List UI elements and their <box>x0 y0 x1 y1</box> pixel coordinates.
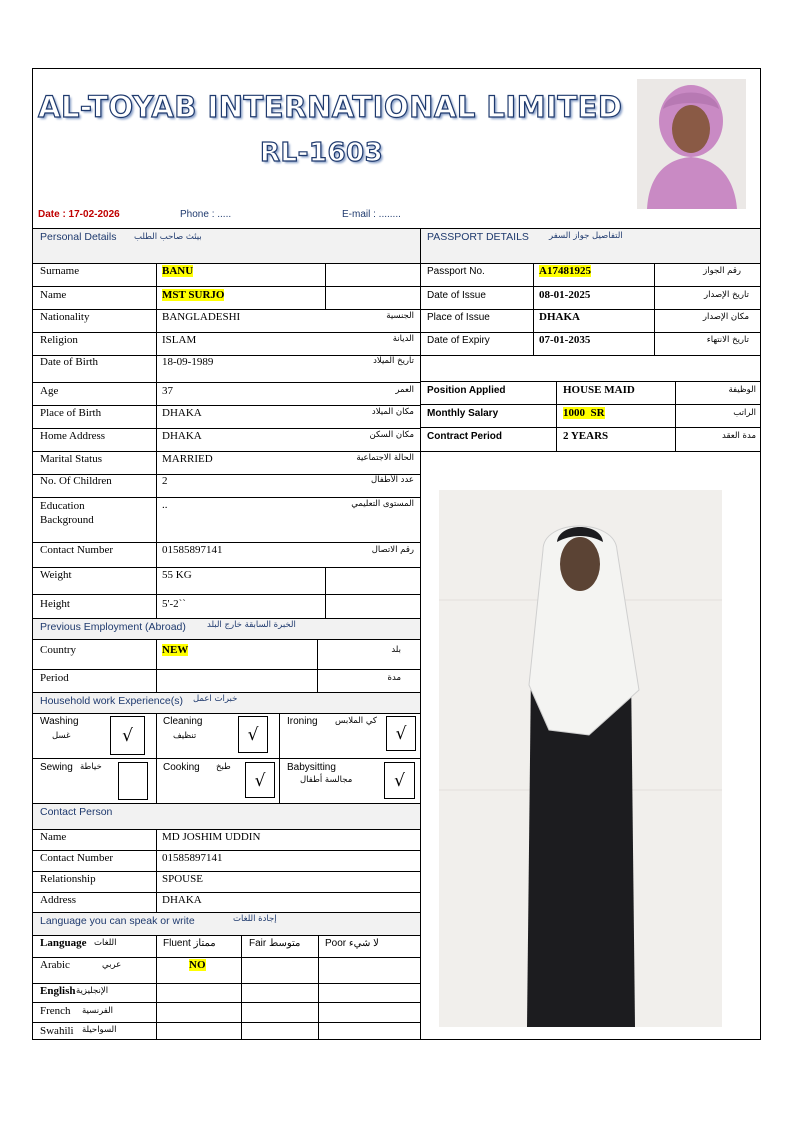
row-marital-value: MARRIED <box>162 453 213 465</box>
skill-sewing-label: Sewing <box>40 762 73 773</box>
passport-details-heading-ar: التفاصيل جواز السفر <box>549 231 623 241</box>
relationship-label: Relationship <box>40 873 96 885</box>
skill-sewing-checkbox[interactable] <box>118 762 148 800</box>
skill-cleaning-checkbox[interactable]: √ <box>238 716 268 753</box>
fluent-col-header: Fluent ممتاز <box>163 938 216 949</box>
row-address-value: DHAKA <box>162 430 202 442</box>
company-name: AL-TOYAB INTERNATIONAL LIMITED <box>38 90 623 124</box>
language-arabic-label: Arabic <box>40 959 70 971</box>
skill-washing-ar: غسل <box>52 731 71 741</box>
monthly-salary-label: Monthly Salary <box>427 408 499 419</box>
employment-country-value: NEW <box>162 644 189 656</box>
row-children-label: No. Of Children <box>40 475 112 487</box>
skill-babysitting-ar: مجالسة أطفال <box>300 775 353 785</box>
previous-employment-heading-ar: الخبرة السابقة خارج البلد <box>207 620 296 630</box>
row-height-label: Height <box>40 598 70 610</box>
language-arabic-ar: عربي <box>102 960 122 970</box>
passport-no-label: Passport No. <box>427 266 485 277</box>
contact-name-label: Name <box>40 831 67 843</box>
monthly-salary-value: 1000 SR <box>563 407 605 419</box>
passport-details-heading: PASSPORT DETAILS <box>427 231 529 243</box>
row-name-label: Name <box>40 289 67 301</box>
row-surname-value: BANU <box>162 265 194 277</box>
row-dob-ar: تاريخ الميلاد <box>373 356 414 366</box>
language-col-header-ar: اللغات <box>94 938 117 948</box>
row-dob-label: Date of Birth <box>40 356 99 368</box>
expiry-date-value: 07-01-2035 <box>539 334 591 346</box>
row-height-value: 5'-2`` <box>162 598 186 610</box>
row-contact-value: 01585897141 <box>162 544 223 556</box>
issue-place-value: DHAKA <box>539 311 580 323</box>
row-education-value: .. <box>162 499 168 511</box>
header-email: E-mail : ........ <box>342 209 401 220</box>
skill-cooking-ar: طبخ <box>216 762 231 772</box>
row-address-label: Home Address <box>40 430 106 442</box>
header-date: Date : 17-02-2026 <box>38 209 120 220</box>
row-name-value: MST SURJO <box>162 289 225 301</box>
language-swahili-ar: السواحيلة <box>82 1025 117 1035</box>
skill-washing-checkbox[interactable]: √ <box>110 716 145 755</box>
issue-date-label: Date of Issue <box>427 290 486 301</box>
employment-country-label: Country <box>40 644 77 656</box>
issue-date-value: 08-01-2025 <box>539 289 591 301</box>
household-heading-ar: خبرات اعمل <box>193 694 238 704</box>
language-arabic-fluent: NO <box>189 959 206 971</box>
contract-period-ar: مدة العقد <box>722 431 756 441</box>
row-religion-label: Religion <box>40 334 78 346</box>
row-pob-ar: مكان الميلاد <box>371 407 414 417</box>
row-education-ar: المستوى التعليمي <box>351 499 414 509</box>
row-contact-label: Contact Number <box>40 544 114 556</box>
poor-col-header: Poor لا شيء <box>325 938 379 949</box>
row-contact-ar: رقم الاتصال <box>371 545 414 555</box>
contact-number-value: 01585897141 <box>162 852 223 864</box>
row-age-value: 37 <box>162 385 173 397</box>
row-nationality-label: Nationality <box>40 311 90 323</box>
row-weight-label: Weight <box>40 569 72 581</box>
row-pob-value: DHAKA <box>162 407 202 419</box>
skill-ironing-label: Ironing <box>287 716 318 727</box>
language-heading-ar: إجادة اللغات <box>233 914 277 924</box>
header-phone: Phone : ..... <box>180 209 232 220</box>
skill-cleaning-ar: تنظيف <box>173 731 197 741</box>
passport-no-ar: رقم الجواز <box>703 266 741 276</box>
contract-period-value: 2 YEARS <box>563 430 609 442</box>
row-surname-label: Surname <box>40 265 80 277</box>
contact-person-heading: Contact Person <box>40 806 113 818</box>
skill-babysitting-label: Babysitting <box>287 762 336 773</box>
row-address-ar: مكان السكن <box>369 430 414 440</box>
row-weight-value: 55 KG <box>162 569 192 581</box>
row-age-label: Age <box>40 385 59 397</box>
skill-sewing-ar: خياطة <box>80 762 102 772</box>
previous-employment-heading: Previous Employment (Abroad) <box>40 621 186 633</box>
contact-address-value: DHAKA <box>162 894 202 906</box>
monthly-salary-ar: الراتب <box>733 408 756 418</box>
row-children-value: 2 <box>162 475 168 487</box>
position-applied-ar: الوظيفة <box>728 385 756 395</box>
language-english-label: English <box>40 985 76 997</box>
row-marital-label: Marital Status <box>40 453 103 465</box>
language-swahili-label: Swahili <box>40 1025 74 1037</box>
row-pob-label: Place of Birth <box>40 407 102 419</box>
employment-country-ar: بلد <box>391 645 401 655</box>
passport-no-value: A17481925 <box>539 265 591 277</box>
personal-details-heading-ar: بيئث صاحب الطلب <box>134 232 202 242</box>
employment-period-label: Period <box>40 672 69 684</box>
contact-name-value: MD JOSHIM UDDIN <box>162 831 261 843</box>
row-nationality-ar: الجنسية <box>386 311 414 321</box>
skill-washing-label: Washing <box>40 716 79 727</box>
language-col-header: Language <box>40 937 87 949</box>
contact-address-label: Address <box>40 894 77 906</box>
row-religion-ar: الديانة <box>392 334 414 344</box>
position-applied-value: HOUSE MAID <box>563 384 635 396</box>
language-french-label: French <box>40 1005 71 1017</box>
row-marital-ar: الحالة الاجتماعية <box>356 453 414 463</box>
row-nationality-value: BANGLADESHI <box>162 311 241 323</box>
fair-col-header: Fair متوسط <box>249 938 301 949</box>
skill-ironing-checkbox[interactable]: √ <box>386 716 416 751</box>
employment-period-ar: مدة <box>387 673 401 683</box>
language-heading: Language you can speak or write <box>40 915 195 927</box>
position-applied-label: Position Applied <box>427 385 506 396</box>
household-heading: Household work Experience(s) <box>40 695 183 707</box>
contract-period-label: Contract Period <box>427 431 503 442</box>
row-children-ar: عدد الأطفال <box>370 475 414 485</box>
row-education-label: Education Background <box>40 500 94 526</box>
language-french-ar: الفرنسية <box>82 1006 114 1016</box>
contact-number-label: Contact Number <box>40 852 114 864</box>
skill-ironing-ar: كي الملابس <box>335 716 377 726</box>
issue-place-label: Place of Issue <box>427 312 490 323</box>
language-english-ar: الإنجليزية <box>76 986 109 996</box>
skill-cleaning-label: Cleaning <box>163 716 203 727</box>
skill-cooking-label: Cooking <box>163 762 200 773</box>
skill-babysitting-checkbox[interactable]: √ <box>384 762 415 799</box>
issue-place-ar: مكان الإصدار <box>702 312 749 322</box>
row-religion-value: ISLAM <box>162 334 197 346</box>
row-age-ar: العمر <box>395 385 414 395</box>
issue-date-ar: تاريخ الإصدار <box>704 290 749 300</box>
personal-details-heading: Personal Details <box>40 231 117 243</box>
skill-cooking-checkbox[interactable]: √ <box>245 762 275 798</box>
relationship-value: SPOUSE <box>162 873 203 885</box>
reference-number: RL-1603 <box>260 138 384 168</box>
expiry-date-label: Date of Expiry <box>427 335 490 346</box>
expiry-date-ar: تاريخ الانتهاء <box>706 335 749 345</box>
row-dob-value: 18-09-1989 <box>162 356 214 368</box>
